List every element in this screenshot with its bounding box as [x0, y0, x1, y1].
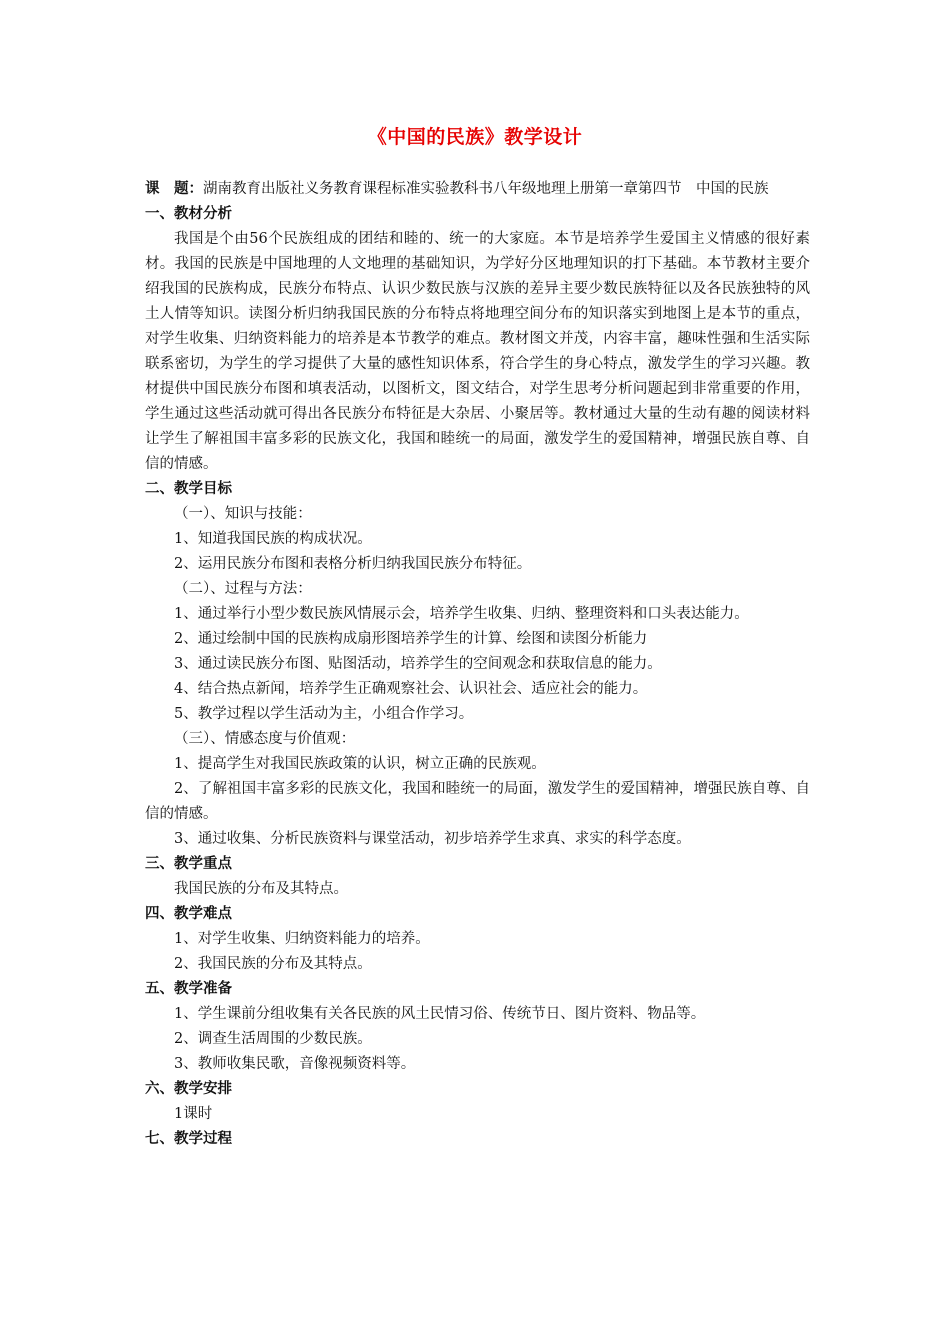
subheading-process: （二）、过程与方法：	[174, 581, 312, 597]
section-3-text: 我国民族的分布及其特点。	[174, 881, 348, 897]
section-heading-3: 三、教学重点	[145, 856, 232, 872]
list-item: 2、通过绘制中国的民族构成扇形图培养学生的计算、绘图和读图分析能力	[174, 631, 648, 647]
list-item: 1、学生课前分组收集有关各民族的风土民情习俗、传统节日、图片资料、物品等。	[174, 1006, 706, 1022]
section-1-paragraph: 我国是个由56个民族组成的团结和睦的、统一的大家庭。本节是培养学生爱国主义情感的很好素材。我国的民族是中国地理的人文地理的基础知识，为学好分区地理知识的打下基础。本节教材主要介绍我国的民族构成，民族分布特点、认识少数民族与汉族的差异主要少数民族特征以及各民族独特的风土人情等知识。读图分析归纳我国民族的分布特点将地理空间分布的知识落实到地图上是本节的重点，对学生收集、归纳资料能力的培养是本节教学的难点。教材图文并茂，内容丰富，趣味性强和生活实际联系密切，为学生的学习提供了大量的感性知识体系，符合学生的身心特点，激发学生的学习兴趣。教材提供中国民族分布图和填表活动，以图析文，图文结合，对学生思考分析问题起到非常重要的作用，学生通过这些活动就可得出各民族分布特征是大杂居、小聚居等。教材通过大量的生动有趣的阅读材料让学生了解祖国丰富多彩的民族文化，我国和睦统一的局面，激发学生的爱国精神，增强民族自尊、自信的情感。	[145, 231, 810, 472]
list-item: 1、提高学生对我国民族政策的认识，树立正确的民族观。	[174, 756, 546, 772]
topic-text: 湖南教育出版社义务教育课程标准实验教科书八年级地理上册第一章第四节 中国的民族	[203, 181, 769, 197]
list-item: 1、通过举行小型少数民族风情展示会，培养学生收集、归纳、整理资料和口头表达能力。	[174, 606, 749, 622]
list-item: 5、教学过程以学生活动为主，小组合作学习。	[174, 706, 474, 722]
subheading-attitude: （三）、情感态度与价值观：	[174, 731, 356, 747]
section-heading-1: 一、教材分析	[145, 206, 232, 222]
list-item: 2、了解祖国丰富多彩的民族文化，我国和睦统一的局面，激发学生的爱国精神，增强民族自尊、自信的情感。	[145, 781, 810, 822]
list-item: 3、通过读民族分布图、贴图活动，培养学生的空间观念和获取信息的能力。	[174, 656, 662, 672]
section-heading-6: 六、教学安排	[145, 1081, 232, 1097]
list-item: 1、知道我国民族的构成状况。	[174, 531, 372, 547]
section-heading-2: 二、教学目标	[145, 481, 232, 497]
section-6-text: 1课时	[174, 1106, 213, 1122]
topic-line	[145, 177, 810, 202]
subheading-knowledge: （一）、知识与技能：	[174, 506, 312, 522]
section-heading-4: 四、教学难点	[145, 906, 232, 922]
list-item: 3、通过收集、分析民族资料与课堂活动，初步培养学生求真、求实的科学态度。	[174, 831, 691, 847]
document-title: 《中国的民族》教学设计	[367, 126, 583, 148]
document-body	[145, 177, 810, 1152]
list-item: 2、运用民族分布图和表格分析归纳我国民族分布特征。	[174, 556, 532, 572]
topic-label: 课 题：	[145, 181, 203, 197]
list-item: 4、结合热点新闻，培养学生正确观察社会、认识社会、适应社会的能力。	[174, 681, 648, 697]
list-item: 2、我国民族的分布及其特点。	[174, 956, 372, 972]
section-heading-5: 五、教学准备	[145, 981, 232, 997]
section-heading-7: 七、教学过程	[145, 1131, 232, 1147]
list-item: 1、对学生收集、归纳资料能力的培养。	[174, 931, 430, 947]
list-item: 2、调查生活周围的少数民族。	[174, 1031, 372, 1047]
list-item: 3、教师收集民歌，音像视频资料等。	[174, 1056, 416, 1072]
